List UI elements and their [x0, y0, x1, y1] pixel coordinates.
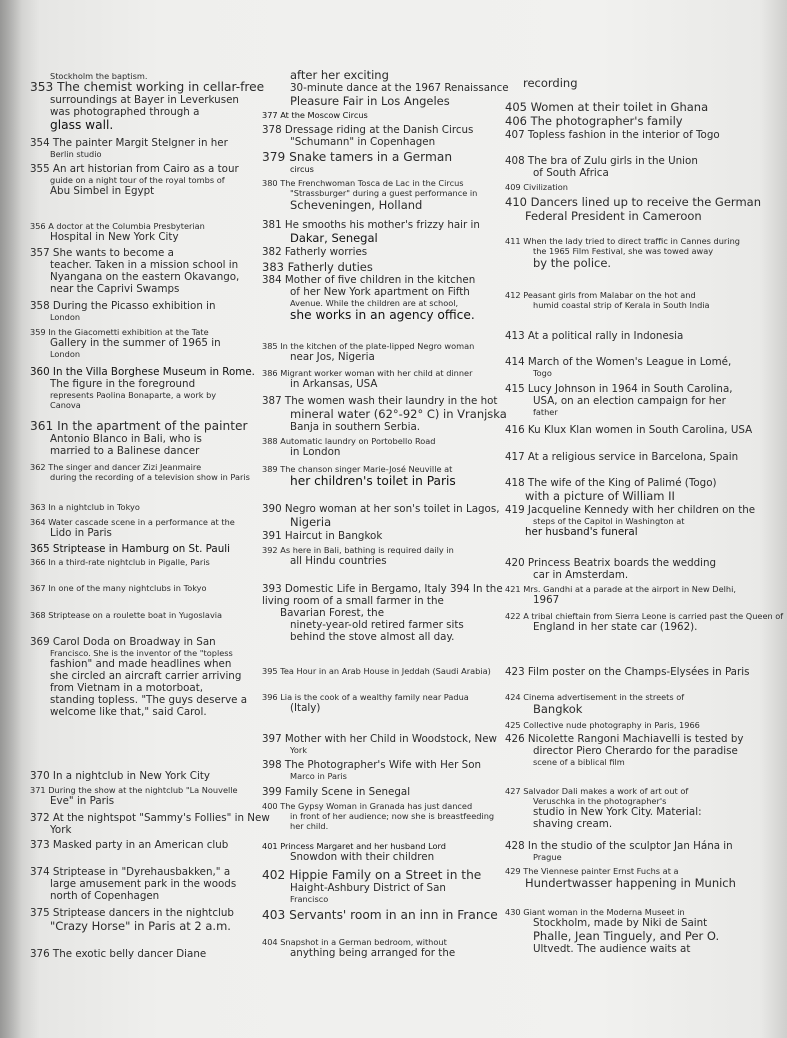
- caption-line: was photographed through a: [50, 106, 200, 118]
- caption-line: 355 An art historian from Cairo as a tour: [30, 163, 239, 175]
- caption-line: 423 Film poster on the Champs-Elysées in Paris: [505, 666, 750, 678]
- caption-line: in front of her audience; now she is breastfeeding: [290, 811, 495, 821]
- caption-line: 419 Jacqueline Kennedy with her children on the: [505, 504, 756, 516]
- caption-entry: [505, 720, 767, 730]
- caption-line: 399 Family Scene in Senegal: [262, 786, 411, 798]
- caption-line: 424 Cinema advertisement in the streets of: [505, 692, 685, 702]
- caption-line: USA, on an election campaign for her: [533, 395, 726, 407]
- caption-line: Veruschka in the photographer's: [533, 796, 667, 806]
- caption-line: married to a Balinese dancer: [50, 445, 200, 457]
- caption-line: 402 Hippie Family on a Street in the: [262, 868, 482, 882]
- caption-line: 388 Automatic laundry on Portobello Road: [262, 436, 436, 446]
- caption-line: 369 Carol Doda on Broadway in San: [30, 636, 216, 648]
- caption-line: 396 Lia is the cook of a wealthy family near Padua: [262, 692, 469, 702]
- caption-entry: [262, 124, 502, 148]
- caption-line: 367 In one of the many nightclubs in Tokyo: [30, 583, 207, 593]
- caption-line: director Piero Cherardo for the paradise: [533, 745, 738, 757]
- caption-line: 400 The Gypsy Woman in Granada has just danced: [262, 801, 473, 811]
- caption-entry: [262, 868, 502, 904]
- caption-entry: [262, 68, 509, 108]
- caption-line: 371 During the show at the nightclub "La Nouvelle: [30, 785, 238, 795]
- caption-line: 406 The photographer's family: [505, 114, 683, 128]
- caption-line: Marco in Paris: [290, 771, 347, 781]
- caption-entry: [30, 300, 260, 322]
- caption-line: of her New York apartment on Fifth: [290, 286, 470, 298]
- caption-line: 370 In a nightclub in New York City: [30, 770, 210, 782]
- caption-entry: [505, 155, 767, 179]
- caption-line: Berlin studio: [50, 149, 102, 159]
- caption-line: glass wall.: [50, 118, 114, 132]
- caption-entry: [30, 80, 265, 132]
- caption-line: Dakar, Senegal: [290, 231, 378, 245]
- caption-line: large amusement park in the woods: [50, 878, 237, 890]
- caption-line: steps of the Capitol in Washington at: [533, 516, 685, 526]
- caption-line: after her exciting: [290, 68, 389, 82]
- caption-line: York: [290, 745, 308, 755]
- caption-line: Canova: [50, 400, 81, 410]
- caption-line: London: [50, 349, 81, 359]
- caption-line: welcome like that," said Carol.: [50, 706, 207, 718]
- caption-line: 364 Water cascade scene in a performance at the: [30, 517, 235, 527]
- caption-entry: [30, 137, 260, 159]
- caption-line: ninety-year-old retired farmer sits: [290, 619, 464, 631]
- caption-entry: [505, 129, 767, 141]
- caption-entry: [30, 583, 260, 593]
- caption-line: 407 Topless fashion in the interior of Togo: [505, 129, 720, 141]
- caption-entry: [30, 163, 260, 197]
- caption-entry: [505, 840, 767, 862]
- caption-line: during the recording of a television show in Paris: [50, 472, 250, 482]
- caption-line: standing topless. "The guys deserve a: [50, 694, 248, 706]
- caption-entry: [505, 733, 767, 767]
- caption-line: 359 In the Giacometti exhibition at the Tate: [30, 327, 209, 337]
- caption-entry: [505, 290, 767, 310]
- caption-entry: [505, 451, 767, 463]
- caption-line: 354 The painter Margit Stelgner in her: [30, 137, 228, 149]
- caption-entry: [262, 110, 502, 120]
- caption-line: 357 She wants to become a: [30, 247, 174, 259]
- caption-entry: [505, 330, 767, 342]
- caption-line: Prague: [533, 852, 562, 862]
- caption-line: 405 Women at their toilet in Ghana: [505, 100, 709, 114]
- caption-entry: [30, 366, 260, 410]
- caption-line: car in Amsterdam.: [533, 569, 629, 581]
- caption-line: Ultvedt. The audience waits at: [533, 943, 691, 955]
- caption-line: (Italy): [290, 702, 321, 714]
- caption-line: 362 The singer and dancer Zizi Jeanmaire: [30, 462, 202, 472]
- caption-entry: [262, 759, 502, 781]
- caption-line: 411 When the lady tried to direct traffic in Cannes during: [505, 236, 740, 246]
- caption-line: she circled an aircraft carrier arriving: [50, 670, 242, 682]
- caption-line: Francisco. She is the inventor of the "topless: [50, 648, 233, 658]
- caption-line: 427 Salvador Dali makes a work of art out of: [505, 786, 689, 796]
- caption-line: Lido in Paris: [50, 527, 112, 539]
- caption-line: Abu Simbel in Egypt: [50, 185, 155, 197]
- caption-entry: [262, 368, 502, 390]
- caption-entry: [262, 545, 502, 567]
- caption-line: 398 The Photographer's Wife with Her Son: [262, 759, 482, 771]
- caption-line: Haight-Ashbury District of San: [290, 882, 446, 894]
- caption-line: from Vietnam in a motorboat,: [50, 682, 204, 694]
- caption-entry: [505, 424, 767, 436]
- caption-line: guide on a night tour of the royal tombs of: [50, 175, 225, 185]
- caption-line: Togo: [533, 368, 552, 378]
- caption-entry: [262, 583, 502, 643]
- caption-line: her husband's funeral: [525, 526, 638, 538]
- column-2: [262, 0, 509, 1038]
- caption-line: 387 The women wash their laundry in the hot: [262, 395, 498, 407]
- caption-line: with a picture of William II: [525, 489, 675, 503]
- caption-line: 393 Domestic Life in Bergamo, Italy 394 In the: [262, 583, 503, 595]
- caption-line: 358 During the Picasso exhibition in: [30, 300, 216, 312]
- caption-line: anything being arranged for the: [290, 947, 456, 959]
- column-1: [30, 0, 270, 1038]
- caption-line: 395 Tea Hour in an Arab House in Jeddah (Saudi Arabia): [262, 666, 491, 676]
- caption-line: behind the stove almost all day.: [290, 631, 455, 643]
- caption-entry: [505, 504, 767, 538]
- caption-line: Antonio Blanco in Bali, who is: [50, 433, 202, 445]
- caption-entry: [262, 464, 502, 488]
- caption-line: Bangkok: [533, 702, 583, 716]
- caption-line: 382 Fatherly worries: [262, 246, 368, 258]
- caption-entry: [505, 611, 784, 633]
- caption-line: north of Copenhagen: [50, 890, 160, 902]
- caption-entry: [262, 937, 502, 959]
- caption-line: 365 Striptease in Hamburg on St. Pauli: [30, 543, 230, 555]
- caption-line: her child.: [290, 821, 329, 831]
- caption-entry: [505, 692, 767, 716]
- caption-line: 392 As here in Bali, bathing is required daily in: [262, 545, 454, 555]
- caption-entry: [262, 666, 502, 676]
- caption-line: 363 In a nightclub in Tokyo: [30, 502, 140, 512]
- caption-line: London: [50, 312, 81, 322]
- caption-line: 378 Dressage riding at the Danish Circus: [262, 124, 474, 136]
- caption-line: father: [533, 407, 558, 417]
- caption-line: 416 Ku Klux Klan women in South Carolina, USA: [505, 424, 753, 436]
- caption-entry: [505, 182, 767, 192]
- caption-line: 404 Snapshot in a German bedroom, without: [262, 937, 447, 947]
- caption-line: Phalle, Jean Tinguely, and Per O.: [533, 929, 720, 943]
- caption-line: 383 Fatherly duties: [262, 260, 373, 274]
- caption-entry: [505, 383, 767, 417]
- caption-line: of South Africa: [533, 167, 609, 179]
- caption-entry: [30, 502, 260, 512]
- caption-line: Stockholm the baptism.: [50, 71, 148, 81]
- caption-line: "Crazy Horse" in Paris at 2 a.m.: [50, 919, 231, 933]
- caption-entry: [30, 462, 260, 482]
- caption-entry: [505, 100, 767, 128]
- caption-line: 390 Negro woman at her son's toilet in Lagos,: [262, 503, 500, 515]
- caption-line: Hospital in New York City: [50, 231, 179, 243]
- page-spine-shadow: [0, 0, 22, 1038]
- caption-line: 391 Haircut in Bangkok: [262, 530, 383, 542]
- caption-entry: [30, 785, 260, 807]
- caption-line: 360 In the Villa Borghese Museum in Rome.: [30, 366, 255, 378]
- caption-entry: [262, 219, 502, 245]
- caption-line: Bavarian Forest, the: [280, 607, 385, 619]
- caption-line: York: [50, 824, 72, 836]
- caption-line: 372 At the nightspot "Sammy's Follies" in New: [30, 812, 270, 824]
- caption-line: Scheveningen, Holland: [290, 198, 423, 212]
- caption-line: 30-minute dance at the 1967 Renaissance: [290, 82, 509, 94]
- caption-entry: [30, 948, 260, 960]
- caption-entry: [262, 908, 502, 922]
- caption-line: Federal President in Cameroon: [525, 209, 702, 223]
- caption-line: all Hindu countries: [290, 555, 387, 567]
- caption-line: 425 Collective nude photography in Paris, 1966: [505, 720, 700, 730]
- caption-entry: [505, 195, 767, 223]
- caption-entry: [505, 477, 767, 503]
- caption-line: Eve" in Paris: [50, 795, 115, 807]
- caption-line: teacher. Taken in a mission school in: [50, 259, 239, 271]
- caption-line: the 1965 Film Festival, she was towed away: [533, 246, 714, 256]
- caption-entry: [505, 76, 767, 90]
- caption-line: near the Caprivi Swamps: [50, 283, 180, 295]
- caption-line: 376 The exotic belly dancer Diane: [30, 948, 207, 960]
- caption-line: humid coastal strip of Kerala in South India: [533, 300, 710, 310]
- caption-line: Francisco: [290, 894, 329, 904]
- caption-entry: [262, 178, 502, 212]
- caption-line: fashion" and made headlines when: [50, 658, 232, 670]
- caption-entry: [262, 436, 502, 458]
- caption-entry: [262, 530, 502, 542]
- caption-line: 353 The chemist working in cellar-free: [30, 80, 265, 94]
- caption-entry: [505, 557, 767, 581]
- caption-entry: [30, 812, 270, 836]
- caption-entry: [30, 839, 260, 851]
- caption-line: shaving cream.: [533, 818, 613, 830]
- caption-line: 430 Giant woman in the Moderna Museet in: [505, 907, 685, 917]
- caption-line: 422 A tribal chieftain from Sierra Leone is carried past the Queen of: [505, 611, 784, 621]
- caption-line: surroundings at Bayer in Leverkusen: [50, 94, 239, 106]
- caption-line: 386 Migrant worker woman with her child at dinner: [262, 368, 473, 378]
- caption-line: Stockholm, made by Niki de Saint: [533, 917, 708, 929]
- caption-line: 401 Princess Margaret and her husband Lord: [262, 841, 446, 851]
- caption-line: represents Paolina Bonaparte, a work by: [50, 390, 217, 400]
- caption-line: 408 The bra of Zulu girls in the Union: [505, 155, 698, 167]
- caption-entry: [262, 274, 502, 322]
- caption-line: 421 Mrs. Gandhi at a parade at the airport in New Delhi,: [505, 584, 736, 594]
- caption-entry: [30, 247, 260, 295]
- caption-line: 361 In the apartment of the painter: [30, 419, 248, 433]
- caption-line: she works in an agency office.: [290, 308, 475, 322]
- caption-line: 426 Nicolette Rangoni Machiavelli is tested by: [505, 733, 744, 745]
- caption-line: scene of a biblical film: [533, 757, 625, 767]
- caption-line: living room of a small farmer in the: [262, 595, 444, 607]
- caption-entry: [262, 341, 502, 363]
- caption-entry: [30, 419, 260, 457]
- caption-line: 403 Servants' room in an inn in France: [262, 908, 498, 922]
- caption-line: 356 A doctor at the Columbia Presbyterian: [30, 221, 205, 231]
- caption-entry: [30, 517, 260, 539]
- caption-line: 429 The Viennese painter Ernst Fuchs at a: [505, 866, 679, 876]
- caption-entry: [262, 841, 502, 863]
- caption-line: 389 The chanson singer Marie-José Neuville at: [262, 464, 453, 474]
- caption-entry: [30, 770, 260, 782]
- caption-line: 409 Civilization: [505, 182, 568, 192]
- caption-line: 410 Dancers lined up to receive the German: [505, 195, 761, 209]
- caption-entry: [262, 733, 502, 755]
- caption-line: 380 The Frenchwoman Tosca de Lac in the Circus: [262, 178, 464, 188]
- caption-line: Nigeria: [290, 515, 332, 529]
- caption-line: mineral water (62°-92° C) in Vranjska: [290, 407, 507, 421]
- caption-entry: [262, 503, 502, 529]
- caption-line: in Arkansas, USA: [290, 378, 378, 390]
- caption-line: recording: [523, 76, 578, 90]
- caption-entry: [30, 866, 260, 902]
- caption-line: 413 At a political rally in Indonesia: [505, 330, 684, 342]
- caption-entry: [30, 636, 260, 718]
- caption-line: studio in New York City. Material:: [533, 806, 702, 818]
- caption-line: 381 He smooths his mother's frizzy hair in: [262, 219, 480, 231]
- caption-line: "Strassburger" during a guest performance in: [290, 188, 478, 198]
- caption-entry: [30, 543, 260, 555]
- caption-line: 366 In a third-rate nightclub in Pigalle, Paris: [30, 557, 210, 567]
- caption-line: Hundertwasser happening in Munich: [525, 876, 736, 890]
- caption-line: 420 Princess Beatrix boards the wedding: [505, 557, 717, 569]
- caption-line: 374 Striptease in "Dyrehausbakken," a: [30, 866, 231, 878]
- caption-line: 385 In the kitchen of the plate-lipped Negro woman: [262, 341, 475, 351]
- caption-line: 428 In the studio of the sculptor Jan Hána in: [505, 840, 733, 852]
- caption-line: England in her state car (1962).: [533, 621, 698, 633]
- caption-entry: [505, 236, 767, 270]
- caption-line: 377 At the Moscow Circus: [262, 110, 368, 120]
- caption-line: Banja in southern Serbia.: [290, 421, 421, 433]
- caption-line: 379 Snake tamers in a German: [262, 150, 453, 164]
- caption-line: 412 Peasant girls from Malabar on the hot and: [505, 290, 696, 300]
- caption-entry: [505, 786, 767, 830]
- caption-line: 417 At a religious service in Barcelona, Spain: [505, 451, 739, 463]
- caption-line: her children's toilet in Paris: [290, 474, 456, 488]
- caption-entry: [262, 150, 502, 174]
- caption-line: 368 Striptease on a roulette boat in Yugoslavia: [30, 610, 223, 620]
- caption-entry: [505, 584, 767, 606]
- caption-line: 373 Masked party in an American club: [30, 839, 229, 851]
- caption-entry: [262, 692, 502, 714]
- caption-line: 384 Mother of five children in the kitchen: [262, 274, 476, 286]
- caption-entry: [30, 221, 260, 243]
- caption-line: 418 The wife of the King of Palimé (Togo): [505, 477, 717, 489]
- caption-entry: [30, 327, 260, 359]
- caption-line: 397 Mother with her Child in Woodstock, New: [262, 733, 497, 745]
- caption-line: 1967: [533, 594, 560, 606]
- caption-line: Avenue. While the children are at school,: [290, 298, 459, 308]
- caption-entry: [262, 260, 502, 274]
- caption-entry: [262, 246, 502, 258]
- caption-line: by the police.: [533, 256, 612, 270]
- caption-line: The figure in the foreground: [50, 378, 196, 390]
- caption-line: Pleasure Fair in Los Angeles: [290, 94, 450, 108]
- caption-entry: [30, 557, 260, 567]
- caption-line: 414 March of the Women's League in Lomé,: [505, 356, 732, 368]
- caption-entry: [262, 786, 502, 798]
- caption-entry: [505, 907, 767, 955]
- caption-entry: [505, 866, 767, 890]
- caption-line: Snowdon with their children: [290, 851, 435, 863]
- caption-entry: [30, 610, 260, 620]
- caption-line: in London: [290, 446, 341, 458]
- caption-line: 415 Lucy Johnson in 1964 in South Carolina,: [505, 383, 733, 395]
- caption-line: circus: [290, 164, 314, 174]
- caption-entry: [262, 801, 502, 831]
- caption-entry: [505, 666, 767, 678]
- caption-line: near Jos, Nigeria: [290, 351, 375, 363]
- caption-entry: [262, 395, 507, 433]
- caption-line: 375 Striptease dancers in the nightclub: [30, 907, 234, 919]
- caption-entry: [30, 907, 260, 933]
- caption-line: "Schumann" in Copenhagen: [290, 136, 436, 148]
- caption-entry: [505, 356, 767, 378]
- caption-line: Nyangana on the eastern Okavango,: [50, 271, 240, 283]
- caption-line: Gallery in the summer of 1965 in: [50, 337, 221, 349]
- column-3: [505, 0, 784, 1038]
